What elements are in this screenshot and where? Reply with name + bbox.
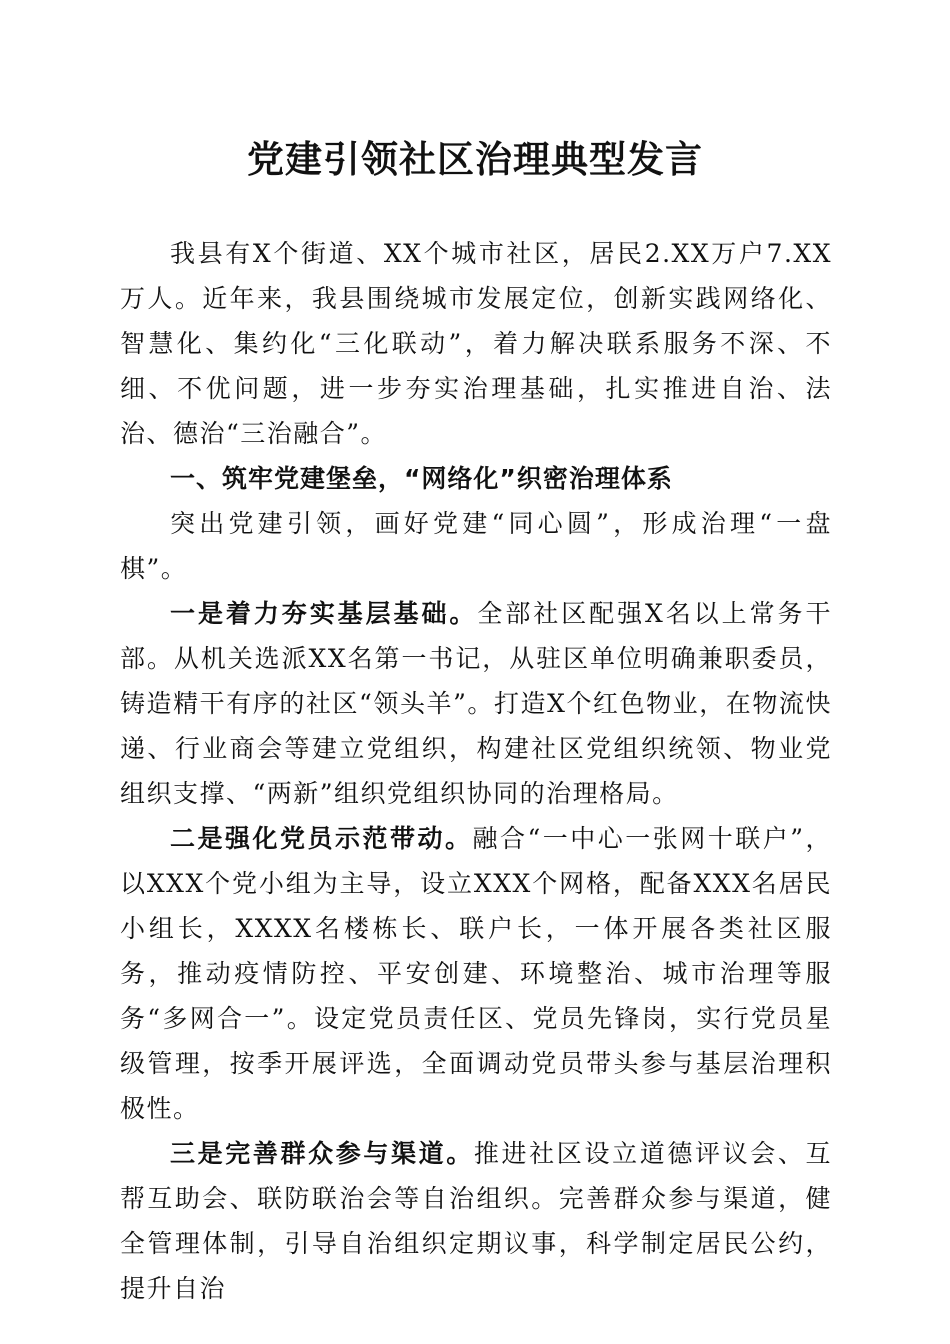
point-2-text: 融合“一中心一张网十联户”，以XXX个党小组为主导，设立XXX个网格，配备XXX名居民小组长，XXXX名楼栋长、联户长，一体开展各类社区服务，推动疫情防控、平安创建、环境整治、城市治理等服务“多网合一”。设定党员责任区、党员先锋岗，实行党员星级管理，按季开展评选，全面调动党员带头参与基层治理积极性。 bbox=[120, 824, 832, 1123]
point-1-label: 一是着力夯实基层基础。 bbox=[170, 599, 478, 628]
point-2-label: 二是强化党员示范带动。 bbox=[170, 824, 473, 853]
intro-paragraph: 我县有X个街道、XX个城市社区，居民2.XX万户7.XX万人。近年来，我县围绕城市发展定位，创新实践网络化、智慧化、集约化“三化联动”，着力解决联系服务不深、不细、不优问题，进一步夯实治理基础，扎实推进自治、法治、德治“三治融合”。 bbox=[120, 239, 832, 448]
section-heading-1: 一、筑牢党建堡垒，“网络化”织密治理体系 bbox=[170, 464, 673, 493]
point-3-text: 推进社区设立道德评议会、互帮互助会、联防联治会等自治组织。完善群众参与渠道，健全管理体制，引导自治组织定期议事，科学制定居民公约，提升自治 bbox=[120, 1139, 832, 1303]
point-1-paragraph bbox=[120, 591, 832, 816]
point-3-label: 三是完善群众参与渠道。 bbox=[170, 1139, 474, 1168]
point-1-text: 全部社区配强X名以上常务干部。从机关选派XX名第一书记，从驻区单位明确兼职委员，铸造精干有序的社区“领头羊”。打造X个红色物业，在物流快递、行业商会等建立党组织，构建社区党组织统领、物业党组织支撑、“两新”组织党组织协同的治理格局。 bbox=[120, 599, 832, 808]
document-body bbox=[120, 231, 832, 1311]
section-lead-paragraph: 突出党建引领，画好党建“同心圆”，形成治理“一盘棋”。 bbox=[120, 509, 832, 583]
document-title: 党建引领社区治理典型发言 bbox=[247, 137, 703, 181]
point-3-paragraph bbox=[120, 1131, 832, 1311]
point-2-paragraph bbox=[120, 816, 832, 1131]
